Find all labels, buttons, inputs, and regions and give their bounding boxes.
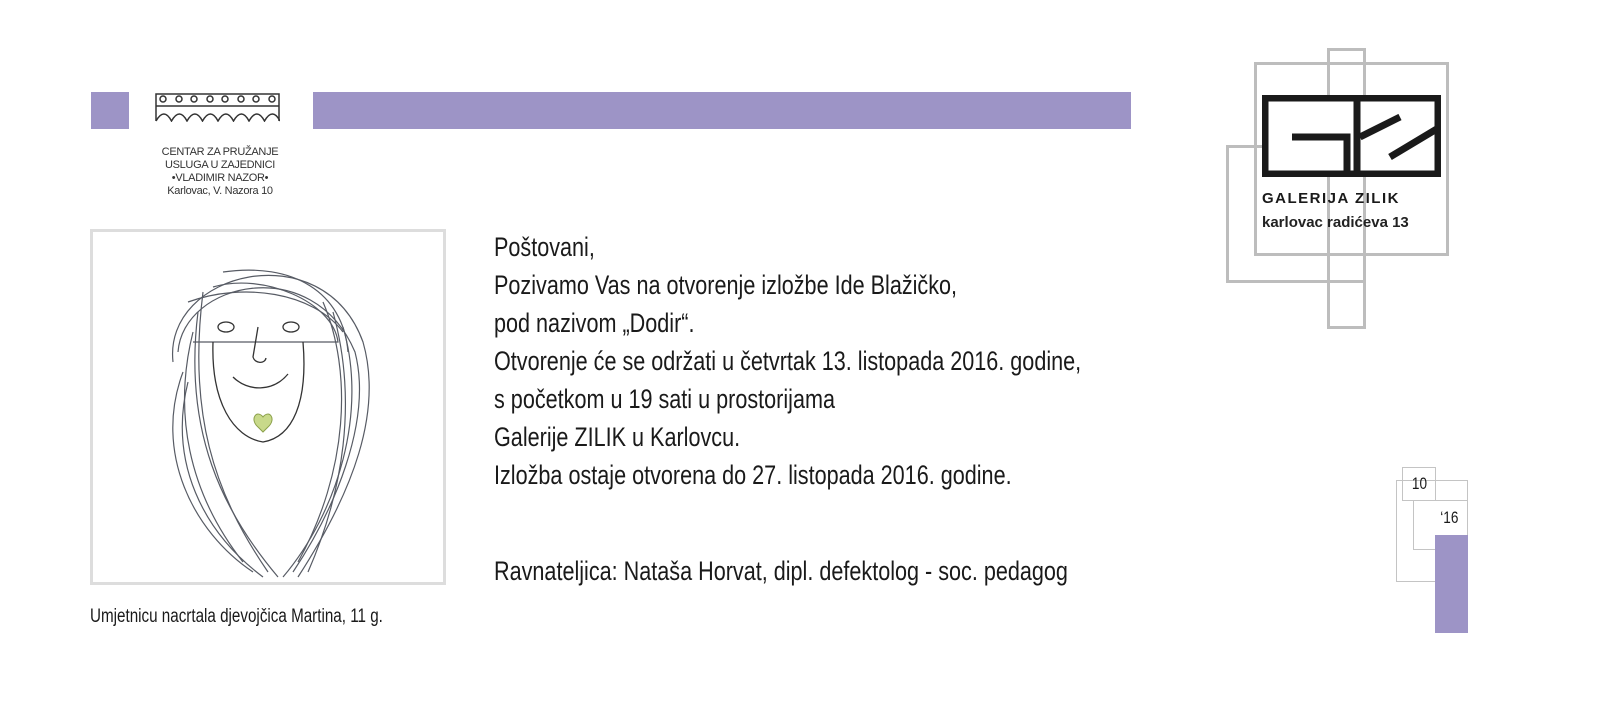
org-line: •VLADIMIR NAZOR• [171, 172, 269, 184]
letter-line: pod nazivom „Dodir“. [494, 308, 695, 338]
accent-square [91, 92, 129, 129]
gallery-address: karlovac radićeva 13 [1262, 214, 1409, 231]
letter-line: Otvorenje će se održati u četvrtak 13. listopada 2016. godine, [494, 346, 1082, 376]
organization-address [140, 146, 300, 198]
organization-logo [155, 92, 280, 122]
signature: Ravnateljica: Nataša Horvat, dipl. defektolog - soc. pedagog [494, 556, 1068, 586]
accent-bar [313, 92, 1131, 129]
letter-line: Galerije ZILIK u Karlovcu. [494, 422, 741, 452]
greeting: Poštovani, [494, 232, 595, 262]
gallery-name: GALERIJA ZILIK [1262, 190, 1400, 207]
child-drawing [90, 229, 446, 585]
portrait-drawing [93, 232, 443, 582]
gallery-mark [1262, 95, 1441, 177]
date-year: ‘16 [1440, 508, 1459, 527]
date-month: 10 [1411, 474, 1428, 493]
org-line: USLUGA U ZAJEDNICI [164, 159, 276, 171]
invitation-text [494, 228, 1081, 494]
letter-line: Pozivamo Vas na otvorenje izložbe Ide Blažičko, [494, 270, 958, 300]
letter-line: s početkom u 19 sati u prostorijama [494, 384, 835, 414]
org-line: Karlovac, V. Nazora 10 [167, 185, 273, 197]
org-line: CENTAR ZA PRUŽANJE [161, 146, 279, 158]
letter-line: Izložba ostaje otvorena do 27. listopada 2016. godine. [494, 460, 1012, 490]
drawing-caption: Umjetnicu nacrtala djevojčica Martina, 11 g. [90, 606, 383, 627]
